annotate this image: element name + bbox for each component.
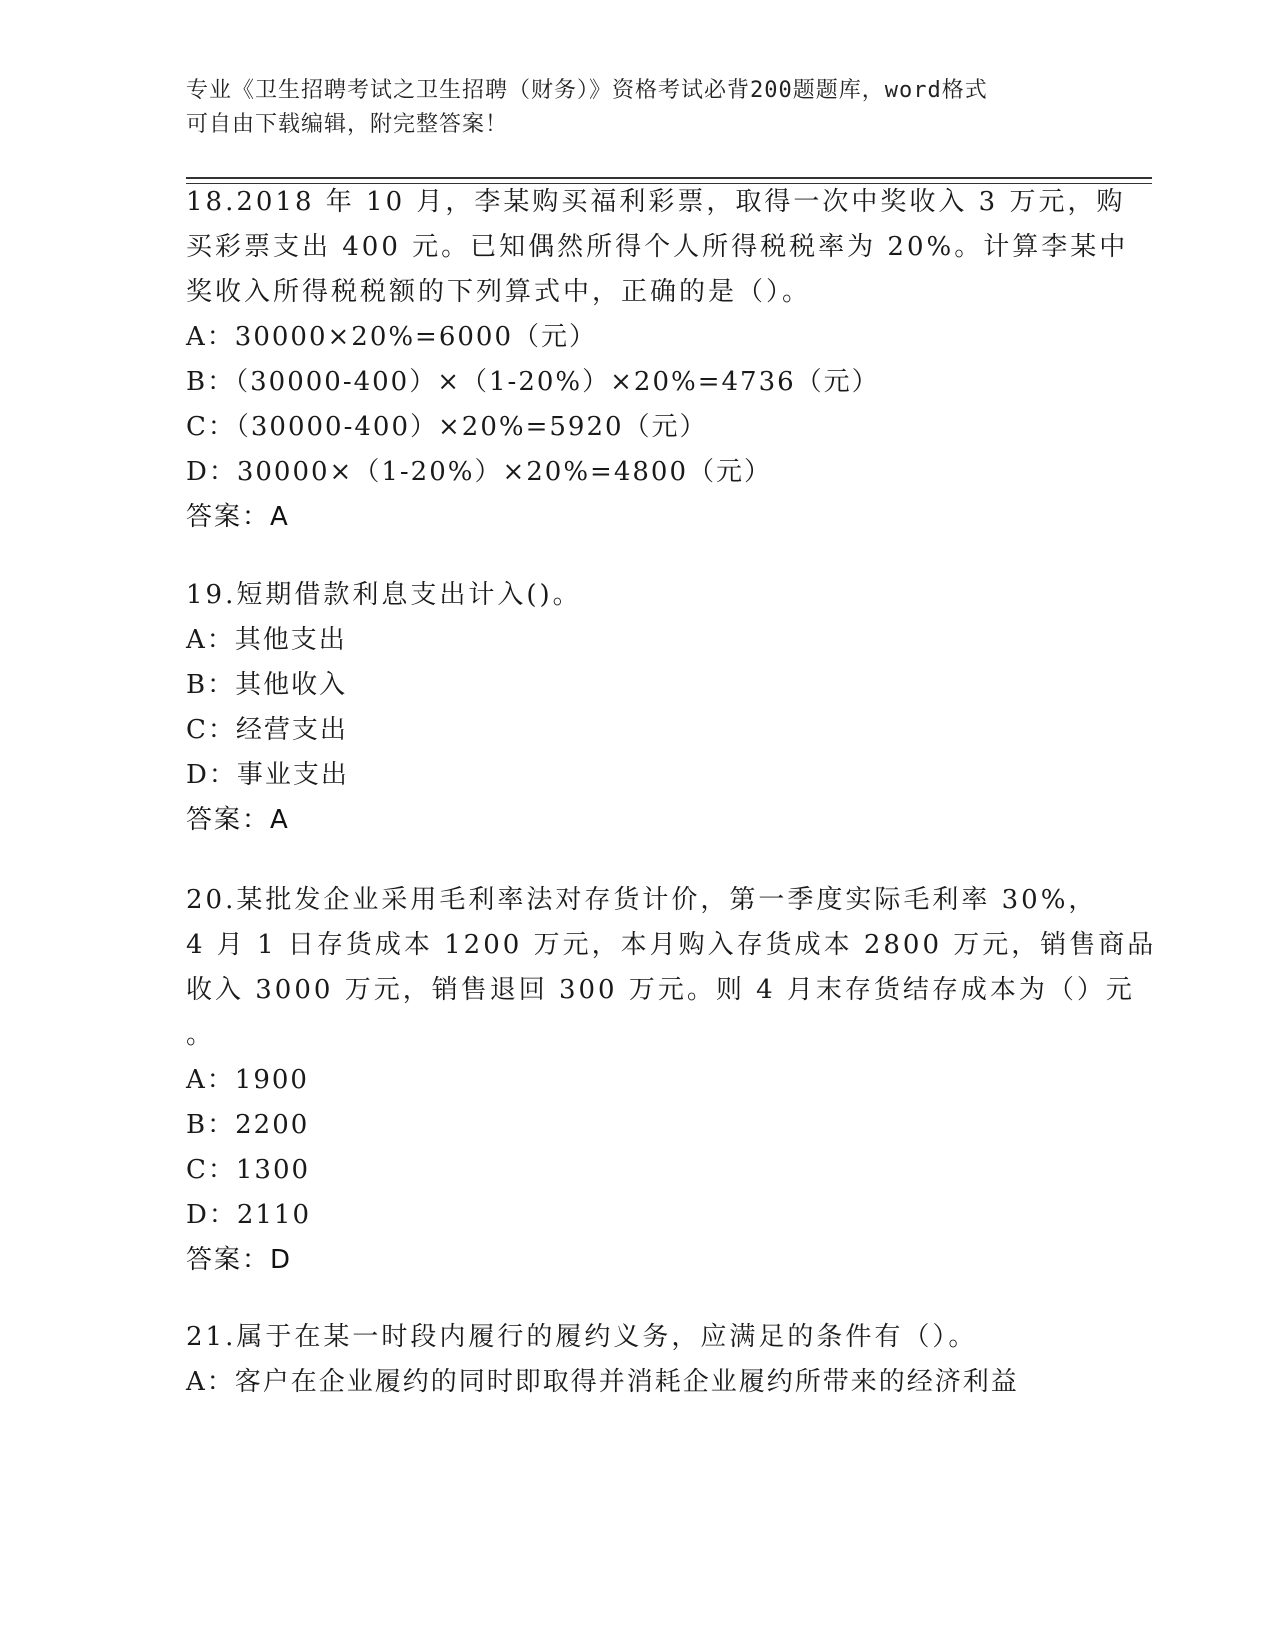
- answer-label: 答案：A: [186, 805, 290, 835]
- question-stem: [186, 878, 1157, 1058]
- stem-line: 4 月 1 日存货成本 1200 万元，本月购入存货成本 2800 万元，销售商品: [186, 930, 1157, 960]
- option-c: C：1300: [186, 1155, 311, 1185]
- option-d: D：事业支出: [186, 760, 349, 790]
- stem-line: 收入 3000 万元，销售退回 300 万元。则 4 月末存货结存成本为（）元: [186, 975, 1135, 1005]
- answer-label: 答案：A: [186, 502, 290, 532]
- stem-line: 。: [186, 1020, 216, 1050]
- header-title-line-1: 专业《卫生招聘考试之卫生招聘（财务）》资格考试必背200题题库，word格式: [186, 78, 988, 103]
- question-stem: [186, 1315, 1086, 1360]
- stem-line: 奖收入所得税税额的下列算式中，正确的是（）。: [186, 277, 812, 307]
- option-c: C：经营支出: [186, 715, 348, 745]
- option-b: B：2200: [186, 1110, 310, 1140]
- header-divider-thick: [186, 177, 1152, 179]
- question-21: [186, 1315, 1086, 1405]
- header-title-line-2: 可自由下载编辑，附完整答案！: [186, 112, 509, 137]
- answer-label: 答案：D: [186, 1245, 293, 1275]
- stem-line: 19.短期借款利息支出计入()。: [186, 580, 582, 610]
- question-20: [186, 878, 1157, 1283]
- document-header: [186, 74, 1086, 142]
- option-a: A：客户在企业履约的同时即取得并消耗企业履约所带来的经济利益: [186, 1367, 1019, 1397]
- question-18: [186, 180, 1129, 540]
- option-d: D：2110: [186, 1200, 312, 1230]
- option-b: B：（30000-400）×（1-20%）×20%=4736（元）: [186, 367, 880, 397]
- question-19: [186, 573, 1086, 843]
- option-a: A：30000×20%=6000（元）: [186, 322, 598, 352]
- stem-line: 20.某批发企业采用毛利率法对存货计价，第一季度实际毛利率 30%，: [186, 885, 1098, 915]
- stem-line: 买彩票支出 400 元。已知偶然所得个人所得税税率为 20%。计算李某中: [186, 232, 1129, 262]
- question-stem: [186, 573, 1086, 618]
- stem-line: 21.属于在某一时段内履行的履约义务，应满足的条件有（）。: [186, 1322, 978, 1352]
- option-c: C：（30000-400）×20%=5920（元）: [186, 412, 708, 442]
- question-stem: [186, 180, 1129, 315]
- option-a: A：其他支出: [186, 625, 347, 655]
- option-b: B：其他收入: [186, 670, 348, 700]
- option-d: D：30000×（1-20%）×20%=4800（元）: [186, 457, 772, 487]
- option-a: A：1900: [186, 1065, 309, 1095]
- stem-line: 18.2018 年 10 月，李某购买福利彩票，取得一次中奖收入 3 万元，购: [186, 187, 1126, 217]
